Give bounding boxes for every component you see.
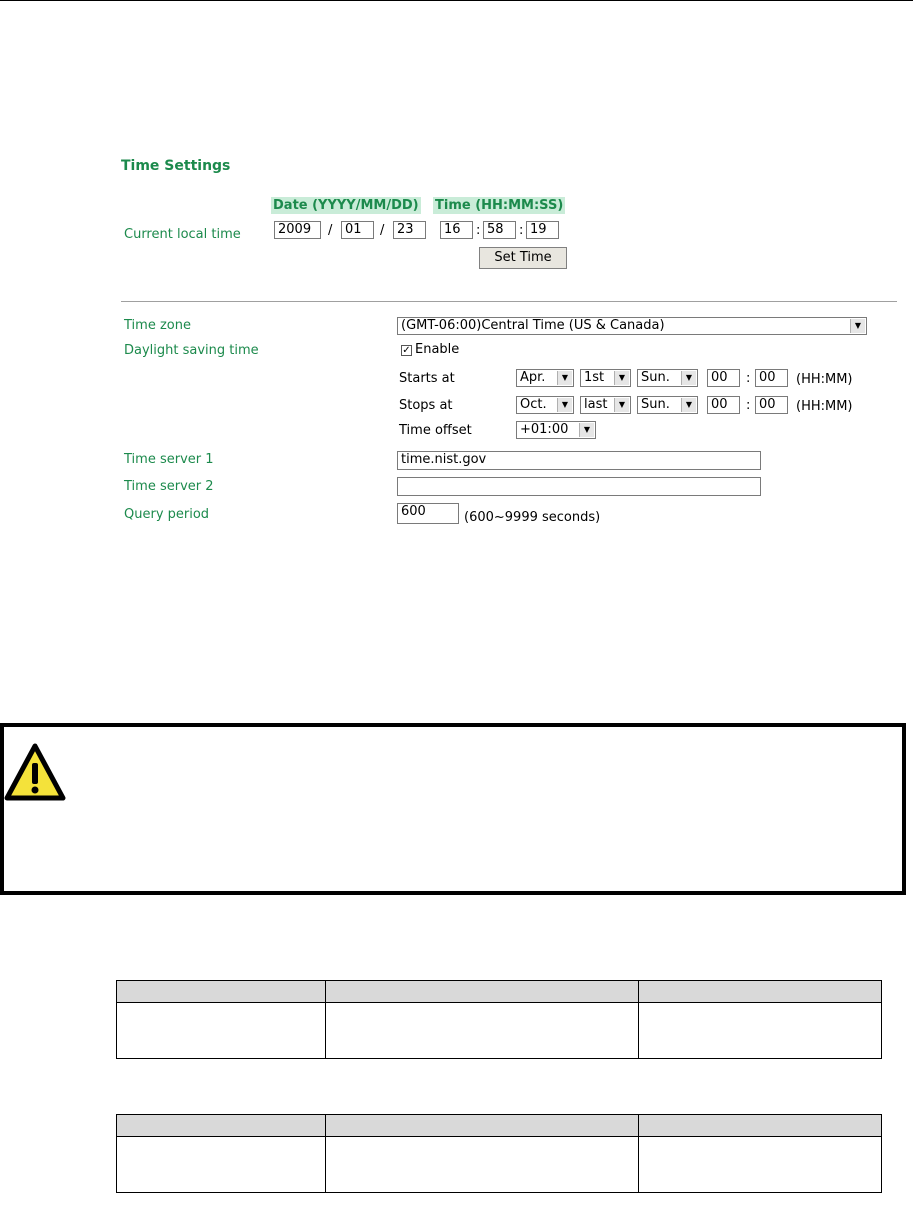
stops-day-select[interactable] bbox=[637, 396, 698, 414]
table-header-row bbox=[117, 1115, 882, 1137]
time-zone-value: (GMT-06:00)Central Time (US & Canada) bbox=[401, 318, 665, 333]
table-header-cell bbox=[117, 1115, 326, 1137]
stops-week-value: last bbox=[584, 397, 608, 412]
enable-label: Enable bbox=[415, 342, 460, 357]
date-separator: / bbox=[380, 223, 385, 238]
hhmm-hint: (HH:MM) bbox=[796, 372, 853, 387]
stops-month-select[interactable] bbox=[516, 396, 574, 414]
month-input[interactable]: 01 bbox=[341, 221, 374, 239]
year-input[interactable]: 2009 bbox=[274, 221, 321, 239]
enable-checkbox[interactable]: ✓ bbox=[402, 345, 411, 356]
table-header-cell bbox=[639, 1115, 882, 1137]
minute-input[interactable]: 58 bbox=[483, 221, 516, 239]
table-cell bbox=[639, 1137, 882, 1193]
stops-minute-input[interactable]: 00 bbox=[755, 396, 788, 414]
table-row bbox=[117, 1137, 882, 1193]
table-cell bbox=[117, 1137, 326, 1193]
table-header-row bbox=[117, 981, 882, 1003]
date-separator: / bbox=[328, 223, 333, 238]
time-separator: : bbox=[476, 223, 481, 238]
table-header-cell bbox=[326, 1115, 639, 1137]
time-offset-value: +01:00 bbox=[520, 422, 569, 437]
time-offset-label: Time offset bbox=[399, 423, 472, 438]
table-row bbox=[117, 1003, 882, 1059]
time-zone-select[interactable] bbox=[397, 317, 867, 335]
chevron-down-icon: ▼ bbox=[850, 319, 865, 333]
time-zone-label: Time zone bbox=[124, 318, 191, 333]
starts-month-select[interactable] bbox=[516, 369, 574, 387]
chevron-down-icon: ▼ bbox=[614, 371, 629, 385]
query-period-input[interactable]: 600 bbox=[397, 503, 459, 524]
table-header-cell bbox=[117, 981, 326, 1003]
page-top-rule bbox=[0, 0, 913, 1]
time-offset-select[interactable] bbox=[516, 421, 596, 439]
current-local-time-label: Current local time bbox=[124, 227, 241, 242]
chevron-down-icon: ▼ bbox=[557, 371, 572, 385]
chevron-down-icon: ▼ bbox=[681, 371, 696, 385]
hhmm-hint: (HH:MM) bbox=[796, 399, 853, 414]
query-period-hint: (600~9999 seconds) bbox=[464, 510, 601, 525]
table-cell bbox=[117, 1003, 326, 1059]
table-header-cell bbox=[326, 981, 639, 1003]
time-separator: : bbox=[519, 223, 524, 238]
date-header: Date (YYYY/MM/DD) bbox=[273, 198, 419, 213]
starts-at-label: Starts at bbox=[399, 371, 455, 386]
starts-week-select[interactable] bbox=[580, 369, 631, 387]
second-input[interactable]: 19 bbox=[526, 221, 559, 239]
table-cell bbox=[326, 1003, 639, 1059]
day-input[interactable]: 23 bbox=[393, 221, 426, 239]
starts-minute-input[interactable]: 00 bbox=[755, 369, 788, 387]
chevron-down-icon: ▼ bbox=[681, 398, 696, 412]
query-period-label: Query period bbox=[124, 507, 210, 522]
stops-month-value: Oct. bbox=[520, 397, 547, 412]
starts-day-select[interactable] bbox=[637, 369, 698, 387]
stops-day-value: Sun. bbox=[641, 397, 670, 412]
section-title: Time Settings bbox=[121, 158, 231, 174]
starts-day-value: Sun. bbox=[641, 370, 670, 385]
warning-icon bbox=[4, 743, 66, 803]
time-server-1-input[interactable]: time.nist.gov bbox=[397, 451, 761, 470]
stops-hour-input[interactable]: 00 bbox=[707, 396, 740, 414]
set-time-button[interactable]: Set Time bbox=[479, 247, 567, 269]
warning-box bbox=[0, 723, 906, 895]
starts-month-value: Apr. bbox=[520, 370, 546, 385]
chevron-down-icon: ▼ bbox=[557, 398, 572, 412]
table-cell bbox=[639, 1003, 882, 1059]
starts-hour-input[interactable]: 00 bbox=[707, 369, 740, 387]
stops-week-select[interactable] bbox=[580, 396, 631, 414]
time-separator: : bbox=[746, 371, 751, 386]
info-table-2 bbox=[116, 1114, 882, 1193]
time-header: Time (HH:MM:SS) bbox=[435, 198, 564, 213]
info-table-1 bbox=[116, 980, 882, 1059]
time-server-1-label: Time server 1 bbox=[124, 452, 214, 467]
time-server-2-input[interactable] bbox=[397, 477, 761, 496]
time-separator: : bbox=[746, 398, 751, 413]
stops-at-label: Stops at bbox=[399, 398, 453, 413]
section-divider bbox=[121, 301, 897, 302]
chevron-down-icon: ▼ bbox=[614, 398, 629, 412]
table-cell bbox=[326, 1137, 639, 1193]
table-header-cell bbox=[639, 981, 882, 1003]
starts-week-value: 1st bbox=[584, 370, 605, 385]
hour-input[interactable]: 16 bbox=[440, 221, 473, 239]
daylight-saving-label: Daylight saving time bbox=[124, 343, 259, 358]
chevron-down-icon: ▼ bbox=[579, 423, 594, 437]
time-server-2-label: Time server 2 bbox=[124, 479, 214, 494]
